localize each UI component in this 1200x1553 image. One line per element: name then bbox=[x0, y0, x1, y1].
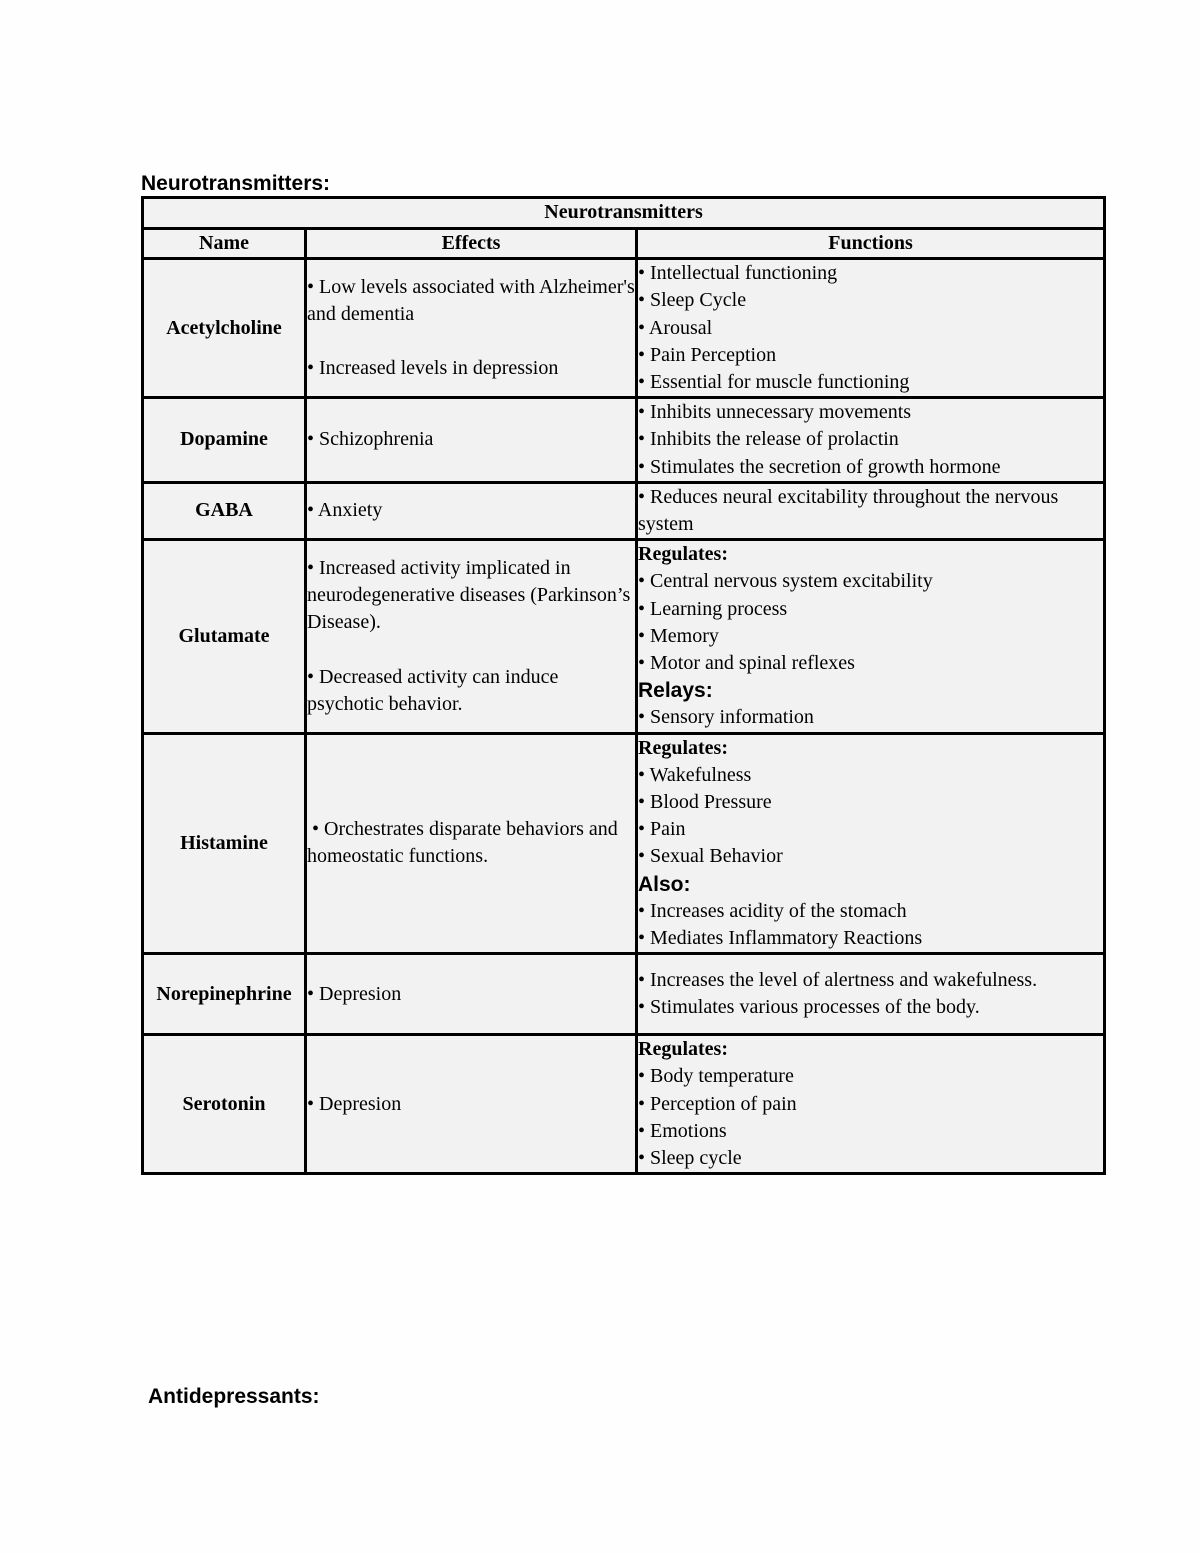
column-header-effects: Effects bbox=[306, 229, 637, 259]
functions-subheading: Regulates: bbox=[638, 1038, 728, 1061]
function-item: • Essential for muscle functioning bbox=[638, 371, 910, 394]
row-effects bbox=[306, 954, 637, 1035]
table-row bbox=[143, 259, 1105, 398]
table-row bbox=[143, 1035, 1105, 1174]
row-functions bbox=[637, 398, 1105, 483]
row-effects bbox=[306, 482, 637, 539]
function-item: • Wakefulness bbox=[638, 763, 752, 786]
function-item: • Sexual Behavior bbox=[638, 845, 783, 868]
function-item: • Motor and spinal reflexes bbox=[638, 652, 855, 675]
function-item: • Sleep cycle bbox=[638, 1147, 742, 1170]
antidepressants-heading: Antidepressants: bbox=[148, 1385, 320, 1408]
row-functions bbox=[637, 733, 1105, 954]
row-name-norepinephrine: Norepinephrine bbox=[143, 954, 306, 1035]
table-row bbox=[143, 540, 1105, 733]
function-item: • Increases acidity of the stomach bbox=[638, 899, 907, 922]
function-item: • Perception of pain bbox=[638, 1092, 797, 1115]
row-functions bbox=[637, 259, 1105, 398]
neurotransmitters-heading: Neurotransmitters: bbox=[141, 172, 331, 195]
row-name-serotonin: Serotonin bbox=[143, 1035, 306, 1174]
row-functions bbox=[637, 540, 1105, 733]
table-caption: Neurotransmitters bbox=[143, 198, 1105, 229]
column-header-name: Name bbox=[143, 229, 306, 259]
row-effects bbox=[306, 1035, 637, 1174]
effect-item: • Depresion bbox=[307, 1092, 402, 1115]
row-effects bbox=[306, 733, 637, 954]
table-header-row bbox=[143, 229, 1105, 259]
table-row bbox=[143, 733, 1105, 954]
effect-item: • Schizophrenia bbox=[307, 428, 434, 451]
row-functions bbox=[637, 482, 1105, 539]
function-item: • Reduces neural excitability throughout the nervous system bbox=[638, 485, 1059, 536]
neurotransmitters-table bbox=[141, 196, 1106, 1175]
function-item: • Blood Pressure bbox=[638, 791, 772, 814]
row-effects bbox=[306, 398, 637, 483]
function-item: • Pain Perception bbox=[638, 343, 777, 366]
function-item: • Emotions bbox=[638, 1119, 727, 1142]
function-item: • Memory bbox=[638, 624, 719, 647]
effect-item: • Anxiety bbox=[307, 499, 383, 522]
row-effects bbox=[306, 259, 637, 398]
row-name-glutamate: Glutamate bbox=[143, 540, 306, 733]
function-item: • Intellectual functioning bbox=[638, 262, 838, 285]
effect-item: • Decreased activity can induce psychotic behavior. bbox=[307, 665, 559, 715]
function-item: • Central nervous system excitability bbox=[638, 570, 933, 593]
function-item: • Mediates Inflammatory Reactions bbox=[638, 927, 923, 950]
functions-subheading: Regulates: bbox=[638, 736, 728, 759]
function-item: • Sensory information bbox=[638, 706, 814, 729]
function-item: • Inhibits unnecessary movements bbox=[638, 401, 912, 424]
function-item: • Body temperature bbox=[638, 1065, 794, 1088]
effect-item: • Low levels associated with Alzheimer's and dementia bbox=[307, 275, 635, 326]
functions-subheading: Relays: bbox=[638, 679, 713, 703]
function-item: • Stimulates various processes of the body. bbox=[638, 996, 980, 1019]
effect-item: • Increased activity implicated in neurodegenerative diseases (Parkinson’s Disease). bbox=[307, 556, 631, 634]
table-row bbox=[143, 398, 1105, 483]
row-functions bbox=[637, 954, 1105, 1035]
table-row bbox=[143, 954, 1105, 1035]
table-row bbox=[143, 482, 1105, 539]
column-header-functions: Functions bbox=[637, 229, 1105, 259]
effect-item: • Orchestrates disparate behaviors and homeostatic functions. bbox=[307, 818, 623, 868]
functions-subheading: Also: bbox=[638, 872, 691, 896]
row-name-dopamine: Dopamine bbox=[143, 398, 306, 483]
effect-item: • Depresion bbox=[307, 982, 402, 1005]
row-functions bbox=[637, 1035, 1105, 1174]
effect-item: • Increased levels in depression bbox=[307, 357, 559, 380]
function-item: • Arousal bbox=[638, 316, 713, 339]
row-effects bbox=[306, 540, 637, 733]
functions-subheading: Regulates: bbox=[638, 543, 728, 566]
function-item: • Increases the level of alertness and wakefulness. bbox=[638, 969, 1038, 992]
row-name-histamine: Histamine bbox=[143, 733, 306, 954]
function-item: • Inhibits the release of prolactin bbox=[638, 428, 899, 451]
row-name-acetylcholine: Acetylcholine bbox=[143, 259, 306, 398]
function-item: • Pain bbox=[638, 818, 686, 841]
function-item: • Stimulates the secretion of growth hormone bbox=[638, 455, 1001, 478]
function-item: • Learning process bbox=[638, 597, 788, 620]
function-item: • Sleep Cycle bbox=[638, 289, 747, 312]
row-name-gaba: GABA bbox=[143, 482, 306, 539]
